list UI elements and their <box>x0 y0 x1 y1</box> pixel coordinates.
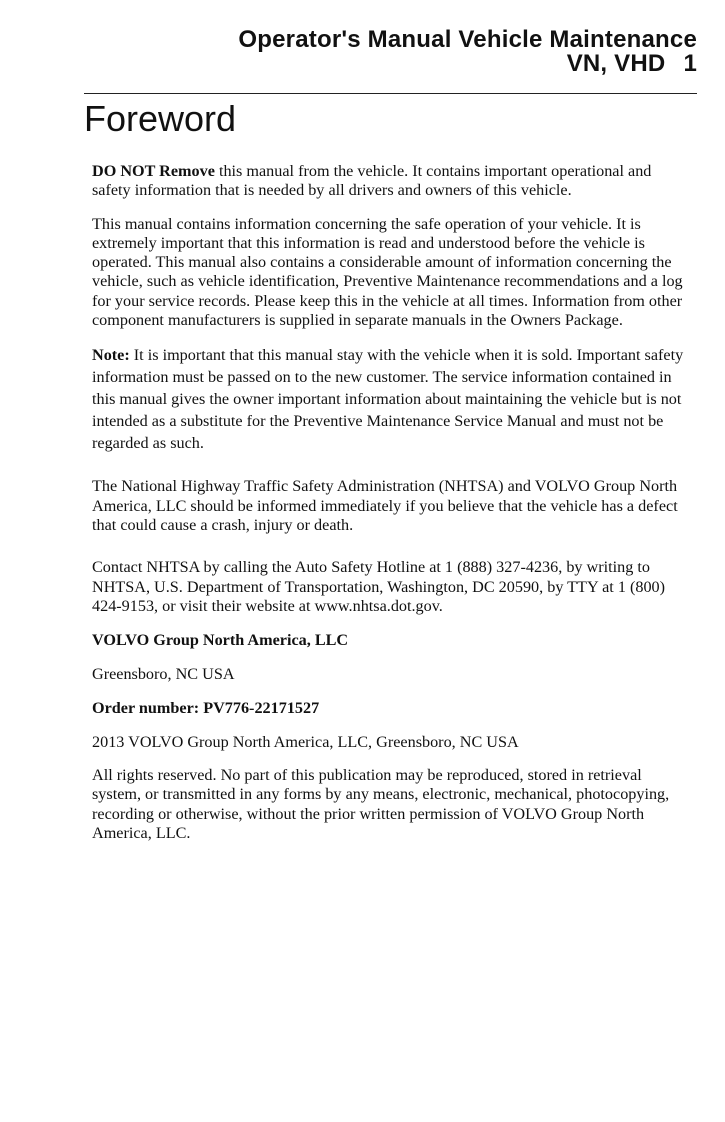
publisher-location: Greensboro, NC USA <box>92 665 235 684</box>
paragraph-note <box>92 344 692 454</box>
page-title: Foreword <box>84 98 237 139</box>
foreword-body <box>92 162 692 843</box>
note-text: It is important that this manual stay with the vehicle when it is sold. Important safety information must be passed on to the new customer. The service information contained in this manual gives the owner important information about maintaining the vehicle but is not intended as a substitute for the Preventive Maintenance Service Manual and must not be regarded as such. <box>92 346 684 453</box>
header-title: Operator's Manual Vehicle Maintenance <box>238 26 697 53</box>
header-models: VN, VHD <box>566 50 666 77</box>
paragraph-contact: Contact NHTSA by calling the Auto Safety Hotline at 1 (888) 327-4236, by writing to NHTSA, U.S. Department of Transportation, Washington, DC 20590, by TTY at 1 (800) 424-9153, or visit their website at www.nhtsa.dot.gov. <box>92 558 666 615</box>
do-not-remove-text: this manual from the vehicle. It contains important operational and safety information that is needed by all drivers and owners of this vehicle. <box>92 162 652 200</box>
order-number-line <box>92 698 692 718</box>
do-not-remove-label: DO NOT Remove <box>92 162 215 180</box>
running-header <box>238 28 697 76</box>
header-divider <box>84 93 697 94</box>
paragraph-nhtsa: The National Highway Traffic Safety Administration (NHTSA) and VOLVO Group North America, LLC should be informed immediately if you believe that the vehicle has a defect that could cause a crash, injury or death. <box>92 477 678 534</box>
page-number: 1 <box>683 50 697 77</box>
paragraph-do-not-remove <box>92 162 692 201</box>
note-label: Note: <box>92 346 130 365</box>
header-subtitle-row <box>238 52 697 76</box>
paragraph-manual-contents: This manual contains information concerning the safe operation of your vehicle. It is extremely important that this information is read and understood before the vehicle is operated. This manual also contains a considerable amount of information concerning the vehicle, such as vehicle identification, Preventive Maintenance recommendations and a log for your service records. Please keep this in the vehicle at all times. Information from other component manufacturers is supplied in separate manuals in the Owners Package. <box>92 214 683 330</box>
copyright-line: 2013 VOLVO Group North America, LLC, Greensboro, NC USA <box>92 733 519 752</box>
paragraph-rights: All rights reserved. No part of this publication may be reproduced, stored in retrieval system, or transmitted in any forms by any means, electronic, mechanical, photocopying, recording or otherwise, without the prior written permission of VOLVO Group North America, LLC. <box>92 766 670 843</box>
publisher-name: VOLVO Group North America, LLC <box>92 631 349 650</box>
order-number-value: PV776-22171527 <box>203 699 320 718</box>
order-number-label: Order number: <box>92 699 200 718</box>
